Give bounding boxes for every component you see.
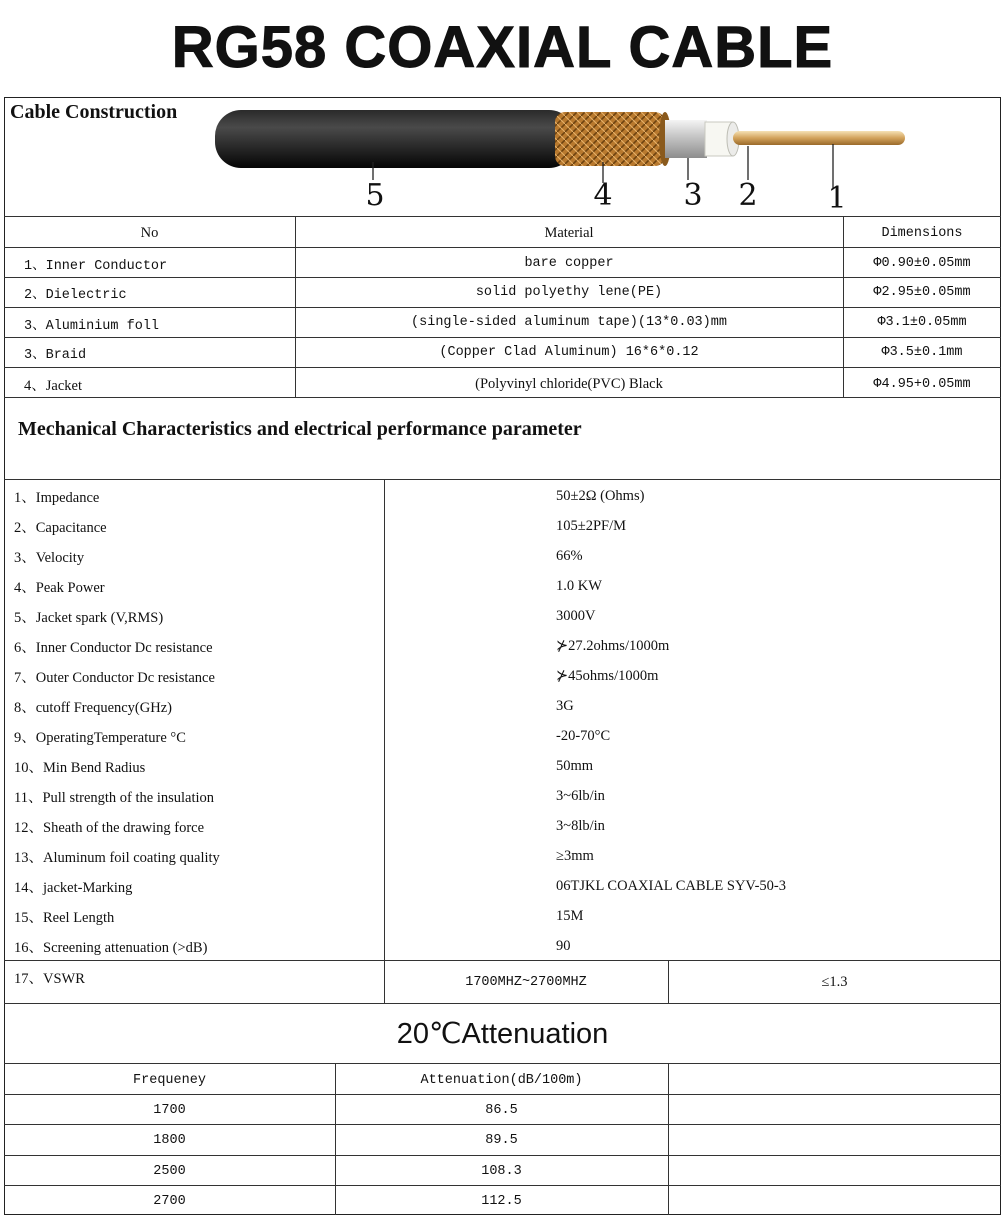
construction-material: bare copper [524, 255, 614, 271]
construction-dimension: Φ2.95±0.05mm [873, 284, 971, 300]
attenuation-frequency: 2700 [153, 1194, 186, 1209]
attenuation-title: 20℃Attenuation [396, 1017, 609, 1050]
mechanical-heading: Mechanical Characteristics and electrical performance parameter [18, 418, 582, 440]
mechanical-param: 11、Pull strength of the insulation [14, 790, 215, 806]
callout-3: 3 [683, 178, 703, 213]
mechanical-param: 5、Jacket spark (V,RMS) [14, 609, 164, 626]
construction-header-no: No [140, 224, 159, 241]
attenuation-header-blank [668, 1065, 1001, 1095]
mechanical-value: 50mm [556, 757, 594, 774]
callout-1: 1 [827, 181, 847, 215]
construction-no: 3、Aluminium foll [24, 318, 160, 334]
attenuation-value: 89.5 [485, 1133, 518, 1148]
mechanical-value: 06TJKL COAXIAL CABLE SYV-50-3 [556, 878, 786, 895]
construction-material: (Copper Clad Aluminum) 16*6*0.12 [439, 344, 699, 360]
mechanical-value: 15M [556, 908, 584, 925]
mechanical-param: 8、cutoff Frequency(GHz) [14, 699, 172, 716]
construction-header-dimensions: Dimensions [881, 225, 963, 241]
cable-layer-braid [555, 112, 671, 166]
mechanical-value: 3000V [556, 607, 596, 624]
mechanical-param: 16、Screening attenuation (>dB) [14, 940, 208, 957]
mechanical-param: 15、Reel Length [14, 910, 115, 927]
mechanical-value: 90 [556, 938, 571, 955]
mechanical-param: 1、Impedance [14, 489, 100, 506]
construction-header-material: Material [544, 224, 594, 241]
mechanical-param: 2、Capacitance [14, 519, 107, 536]
mechanical-value: 1.0 KW [556, 577, 602, 594]
construction-no: 3、Braid [24, 347, 87, 363]
attenuation-header-frequency: Frequeney [133, 1072, 206, 1088]
attenuation-frequency: 2500 [153, 1164, 186, 1179]
page-title: RG58 COAXIAL CABLE [171, 15, 834, 80]
construction-dimension: Φ3.1±0.05mm [877, 314, 967, 330]
mechanical-value: 3G [556, 697, 574, 714]
attenuation-header-value: Attenuation(dB/100m) [420, 1072, 583, 1088]
vswr-range: 1700MHZ~2700MHZ [465, 974, 587, 990]
construction-material: solid polyethy lene(PE) [475, 284, 663, 300]
callout-4: 4 [593, 178, 613, 213]
construction-no: 1、Inner Conductor [24, 258, 168, 274]
construction-dimension: Φ0.90±0.05mm [873, 255, 971, 271]
attenuation-frequency: 1700 [153, 1103, 186, 1118]
callout-2: 2 [738, 178, 758, 213]
mechanical-param: 3、Velocity [14, 549, 85, 566]
mechanical-param: 10、Min Bend Radius [14, 759, 146, 776]
mechanical-param: 12、Sheath of the drawing force [14, 820, 205, 837]
mechanical-param: 14、jacket-Marking [14, 880, 133, 897]
mechanical-value: 3~8lb/in [556, 818, 605, 835]
mechanical-value: ⊁27.2ohms/1000m [556, 637, 670, 654]
mechanical-value: -20-70°C [556, 727, 611, 744]
cable-layer-jacket [215, 110, 575, 168]
mechanical-value: 66% [556, 547, 583, 564]
mechanical-param: 7、Outer Conductor Dc resistance [14, 669, 215, 686]
mechanical-value: ≥3mm [556, 848, 594, 865]
cable-illustration [205, 100, 925, 215]
mechanical-value: ⊁45ohms/1000m [556, 667, 659, 684]
cable-construction-label: Cable Construction [10, 101, 178, 123]
construction-dimension: Φ4.95+0.05mm [873, 376, 971, 392]
mechanical-value: 105±2PF/M [556, 517, 627, 534]
cable-layer-inner-conductor [733, 131, 905, 145]
cable-layer-foil [665, 120, 707, 158]
mechanical-param: 13、Aluminum foil coating quality [14, 850, 220, 867]
construction-no: 4、Jacket [24, 377, 82, 394]
attenuation-value: 86.5 [485, 1103, 518, 1118]
mechanical-value: 50±2Ω (Ohms) [556, 487, 645, 504]
attenuation-frequency: 1800 [153, 1133, 186, 1148]
attenuation-value: 112.5 [481, 1194, 522, 1209]
mechanical-param: 6、Inner Conductor Dc resistance [14, 639, 213, 656]
construction-dimension: Φ3.5±0.1mm [881, 344, 963, 360]
attenuation-value: 108.3 [481, 1164, 522, 1179]
callout-5: 5 [365, 178, 385, 213]
construction-no: 2、Dielectric [24, 287, 127, 303]
mechanical-value: 3~6lb/in [556, 788, 605, 804]
construction-material: (single-sided aluminum tape)(13*0.03)mm [411, 314, 727, 330]
vswr-value: ≤1.3 [821, 973, 848, 990]
mechanical-param: 4、Peak Power [14, 579, 105, 596]
vswr-param: 17、VSWR [14, 970, 85, 987]
mechanical-param: 9、OperatingTemperature °C [14, 729, 186, 746]
construction-material: (Polyvinyl chloride(PVC) Black [475, 375, 663, 392]
